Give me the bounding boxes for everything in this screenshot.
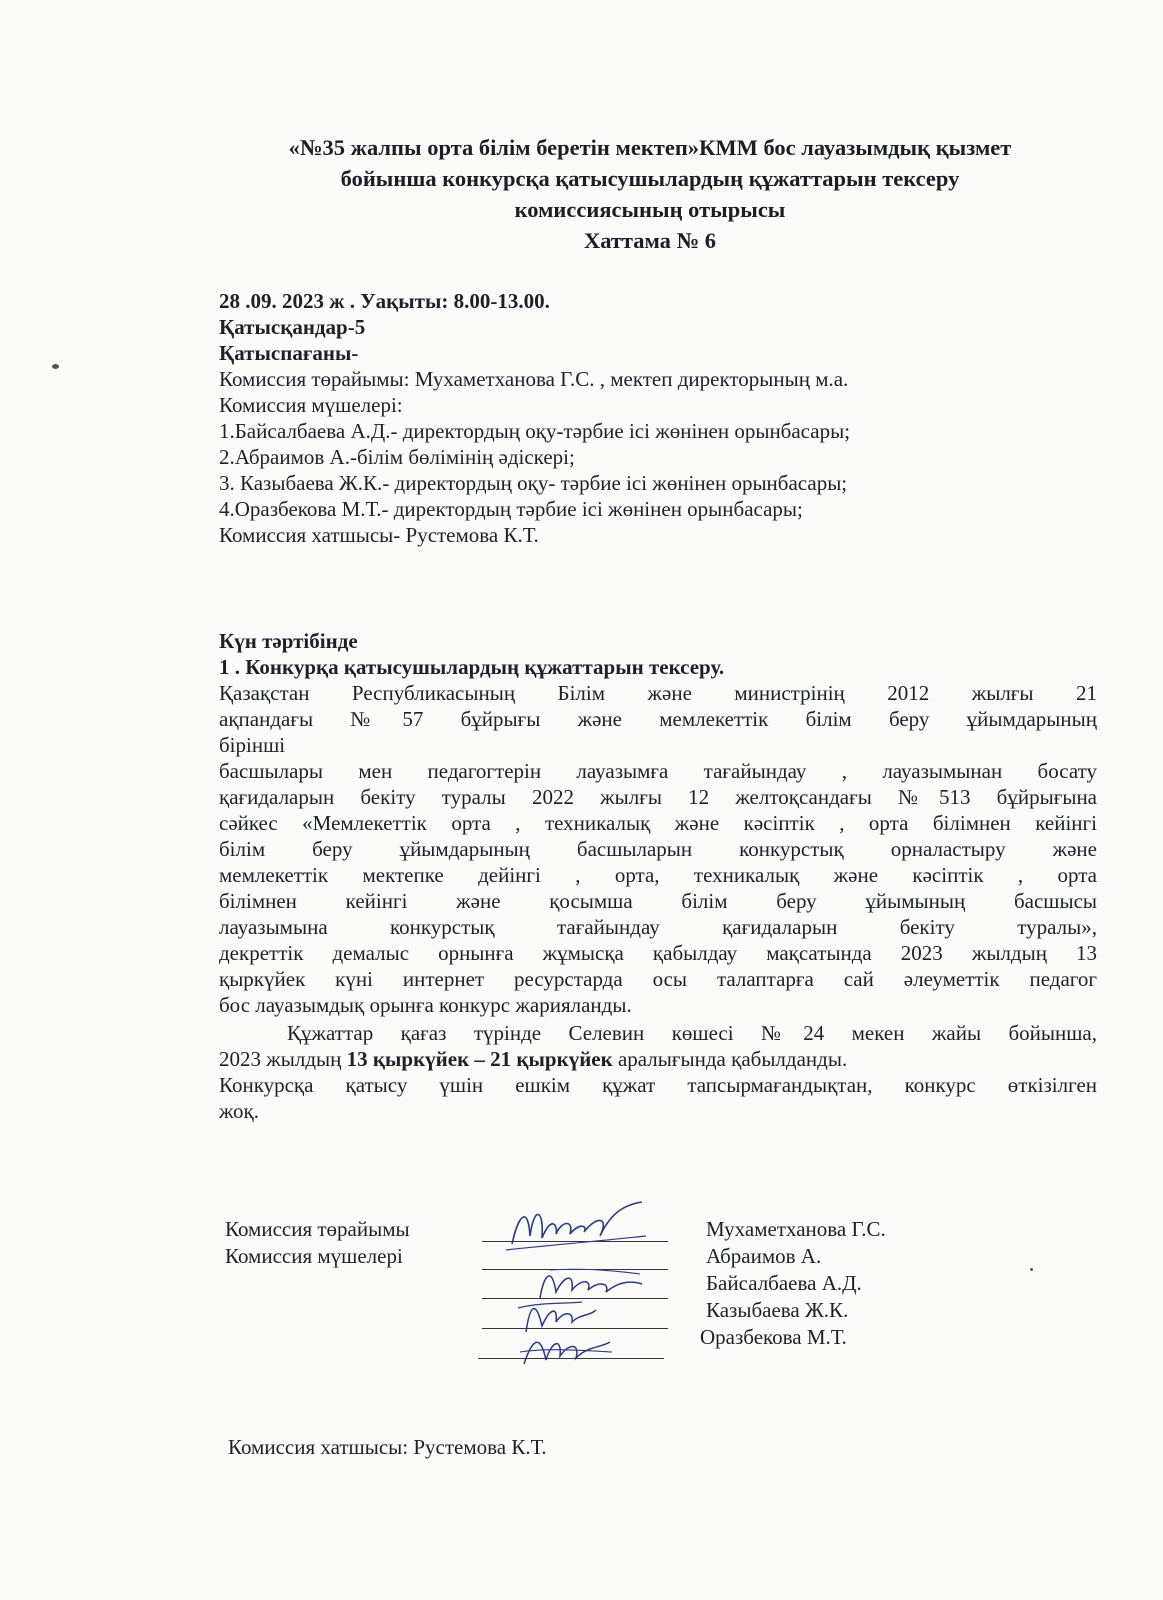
text-span: 2023 жылдың (219, 1047, 347, 1071)
paragraph-line: Қазақстан Республикасының Білім және министрінің 2012 жылғы 21 (219, 681, 1097, 705)
member-item: 2.Абраимов А.-білім бөлімінің әдіскері; (219, 445, 575, 469)
paragraph-line: Құжаттар қағаз түрінде Селевин көшесі №24 мекен жайы бойынша, (287, 1021, 1097, 1045)
paragraph-line: бірінші (219, 733, 286, 757)
handwritten-signature (516, 1330, 616, 1368)
agenda-paragraph (219, 680, 1097, 1018)
protocol-number: Хаттама № 6 (583, 228, 717, 253)
signatory-name: Абраимов А. (706, 1244, 822, 1268)
member-item: 3. Казыбаева Ж.К.- директордың оқу- тәрбие ісі жөнінен орынбасары; (219, 471, 848, 495)
member-item: 4.Оразбекова М.Т.- директордың тәрбие ісі жөнінен орынбасары; (219, 497, 803, 521)
members-label: Комиссия мүшелері (225, 1244, 403, 1268)
member-item: 1.Байсалбаева А.Д.- директордың оқу-тәрбие ісі жөнінен орынбасары; (219, 419, 851, 443)
paragraph-line: білім беру ұйымдарының басшыларын конкурстық орналастыру және (219, 837, 1097, 861)
paragraph-line: білімнен кейінгі және қосымша білім беру ұйымының басшысы (219, 889, 1097, 913)
present-count: Қатысқандар-5 (219, 315, 366, 339)
title-line: бойынша конкурсқа қатысушылардың құжаттарын тексеру (340, 166, 960, 191)
paragraph-line: жоқ. (219, 1099, 259, 1123)
agenda-heading: Күн тәртібінде (219, 629, 358, 653)
date-range: 13 қыркүйек – 21 қыркүйек (346, 1047, 613, 1071)
signatory-name: Оразбекова М.Т. (700, 1325, 847, 1349)
paragraph-line: қағидаларын бекіту туралы 2022 жылғы 12 желтоқсандағы №513 бұйрығына (219, 785, 1097, 809)
paragraph-line: лауазымына конкурстық тағайындау қағидаларын бекіту туралы», (219, 915, 1097, 939)
signatory-names (700, 1216, 886, 1351)
members-label: Комиссия мүшелері: (219, 393, 403, 417)
signatory-name: Байсалбаева А.Д. (706, 1271, 862, 1295)
paragraph-line: декреттік демалыс орнынға жұмысқа қабылдау мақсатында 2023 жылдың 13 (219, 941, 1097, 965)
absent-count: Қатыспағаны- (219, 341, 359, 365)
signatory-name: Мухаметханова Г.С. (706, 1217, 886, 1241)
paragraph-line: мемлекеттік мектепке дейінгі , орта, техникалық және кәсіптік , орта (219, 863, 1097, 887)
signatory-name: Казыбаева Ж.К. (706, 1298, 849, 1322)
scan-speck (1030, 1268, 1033, 1271)
paragraph-line: ақпандағы №57 бұйрығы және мемлекеттік білім беру ұйымдарының (219, 707, 1097, 731)
secretary-signature: Комиссия хатшысы: Рустемова К.Т. (228, 1435, 547, 1459)
agenda-section (219, 628, 1097, 1124)
meeting-info (219, 288, 850, 548)
paragraph-line: бос лауазымдық орынға конкурс жарияланды. (219, 993, 632, 1017)
title-line: комиссиясының отырысы (514, 197, 786, 222)
documents-paragraph (219, 1020, 1097, 1124)
commission-secretary: Комиссия хатшысы- Рустемова К.Т. (219, 523, 539, 547)
agenda-item: 1 . Конкурқа қатысушылардың құжаттарын тексеру. (219, 655, 725, 679)
handwritten-signature (500, 1196, 650, 1256)
paragraph-line: басшылары мен педагогтерін лауазымға тағайындау , лауазымынан босату (219, 759, 1097, 783)
document-title (180, 132, 1120, 256)
scan-speck (52, 364, 59, 369)
paragraph-line: Конкурсқа қатысу үшін ешкім құжат тапсырмағандықтан, конкурс өткізілген (219, 1073, 1097, 1097)
date-time: 28 .09. 2023 ж . Уақыты: 8.00-13.00. (219, 289, 550, 313)
signature-labels (225, 1216, 410, 1270)
text-span: аралығында қабылданды. (612, 1047, 848, 1071)
commission-chair: Комиссия төрайымы: Мухаметханова Г.С. , мектеп директорының м.а. (219, 367, 849, 391)
paragraph-line: қыркүйек күні интернет ресурстарда осы талаптарға сай әлеуметтік педагог (219, 967, 1097, 991)
paragraph-line: сәйкес «Мемлекеттік орта , техникалық және кәсіптік , орта білімнен кейінгі (219, 811, 1097, 835)
title-line: «№35 жалпы орта білім беретін мектеп»КММ бос лауазымдық қызмет (288, 135, 1012, 160)
paragraph-line (219, 1046, 1097, 1072)
chair-label: Комиссия төрайымы (225, 1217, 410, 1241)
